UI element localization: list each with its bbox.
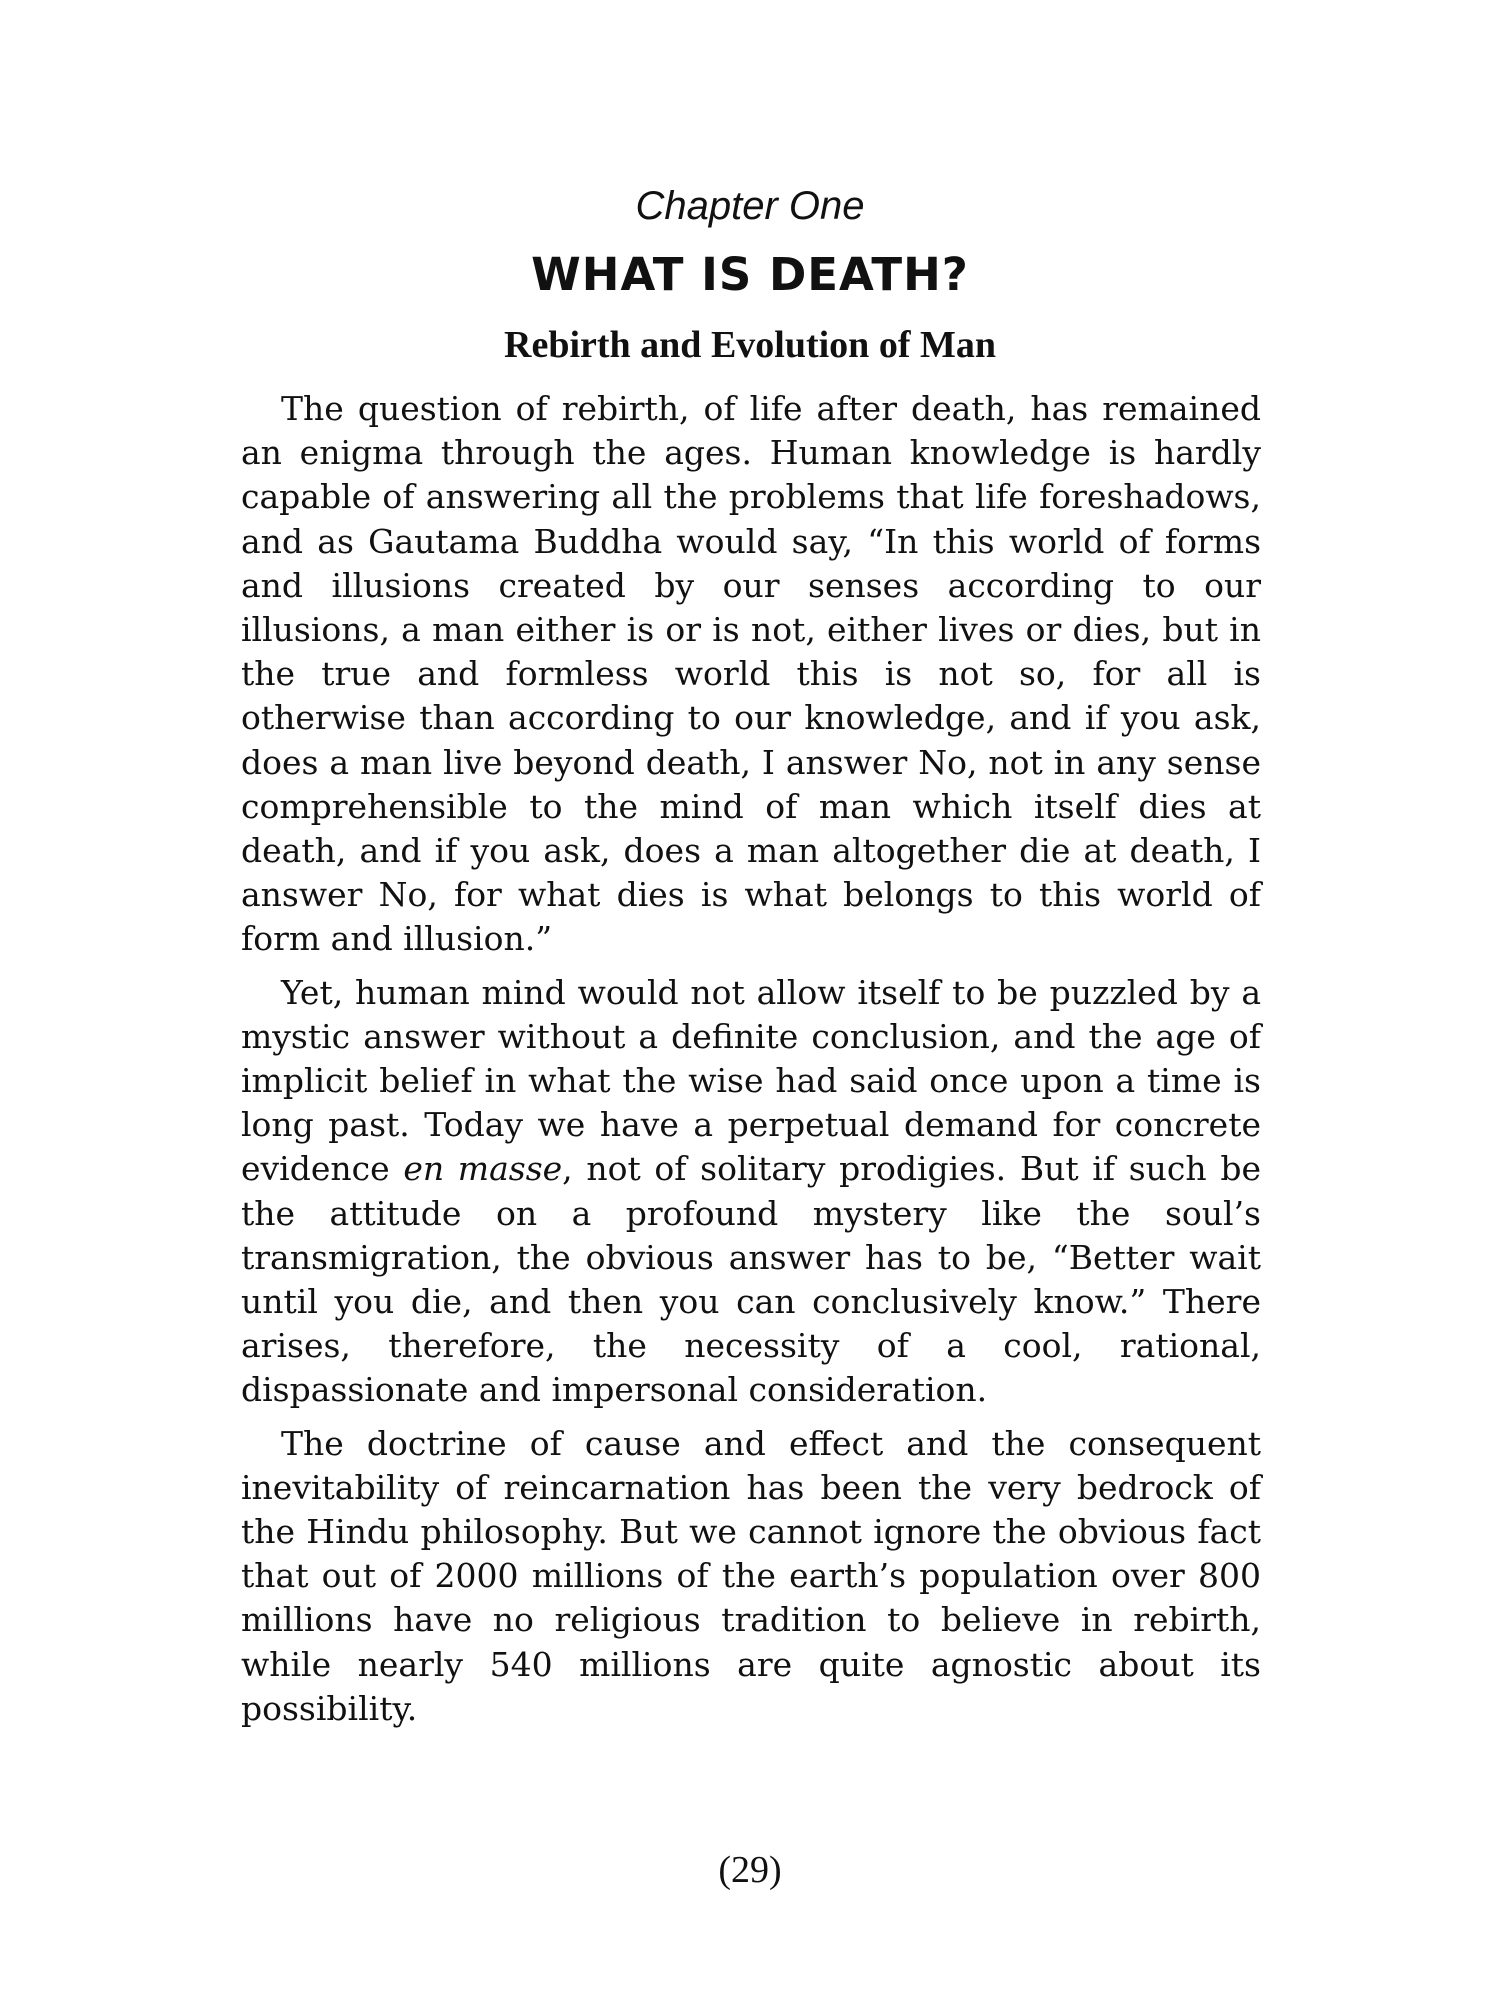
paragraph-2-emphasis: en masse (403, 1149, 563, 1189)
chapter-title: WHAT IS DEATH? (531, 248, 969, 301)
paragraph-1: The question of rebirth, of life after death, has remained an enigma through the ages. Human knowledge is hardly capable of answering all the problems that life foreshadows, and as Gautama Buddha would say, “In this world of forms and illusions created by our senses according to our illusions, a man either is or is not, either lives or dies, but in the true and formless world this is not so, for all is otherwise than according to our knowledge, and if you ask, does a man live beyond death, I answer No, not in any sense comprehensible to the mind of man which itself dies at death, and if you ask, does a man altogether die at death, I answer No, for what dies is what belongs to this world of form and illusion.” (241, 389, 1261, 959)
paragraph-3: The doctrine of cause and effect and the consequent inevitability of reincarnation has been the very bedrock of the Hindu philosophy. But we cannot ignore the obvious fact that out of 2000 millions of the earth’s population over 800 millions have no religious tradition to believe in rebirth, while nearly 540 millions are quite agnostic about its possibility. (241, 1423, 1261, 1728)
chapter-label: Chapter One (635, 184, 865, 228)
section-heading: Rebirth and Evolution of Man (504, 324, 996, 366)
paragraph-2-text-after: , not of solitary prodigies. But if such be the attitude on a profound mystery like the soul’s transmigration, the obvious answer has to be, “Better wait until you die, and then you can conclusively know.” There arises, therefore, the necessity of a cool, rational, dispassionate and impersonal consideration. (241, 1149, 1261, 1410)
paragraph-2 (241, 971, 1261, 1413)
body-text (241, 387, 1261, 1731)
page-number: (29) (718, 1849, 782, 1891)
paragraph-2-text-before: Yet, human mind would not allow itself to be puzzled by a mystic answer without a definite conclusion, and the age of implicit belief in what the wise had said once upon a time is long past. Today we have a perpetual demand for concrete evidence (241, 972, 1261, 1189)
